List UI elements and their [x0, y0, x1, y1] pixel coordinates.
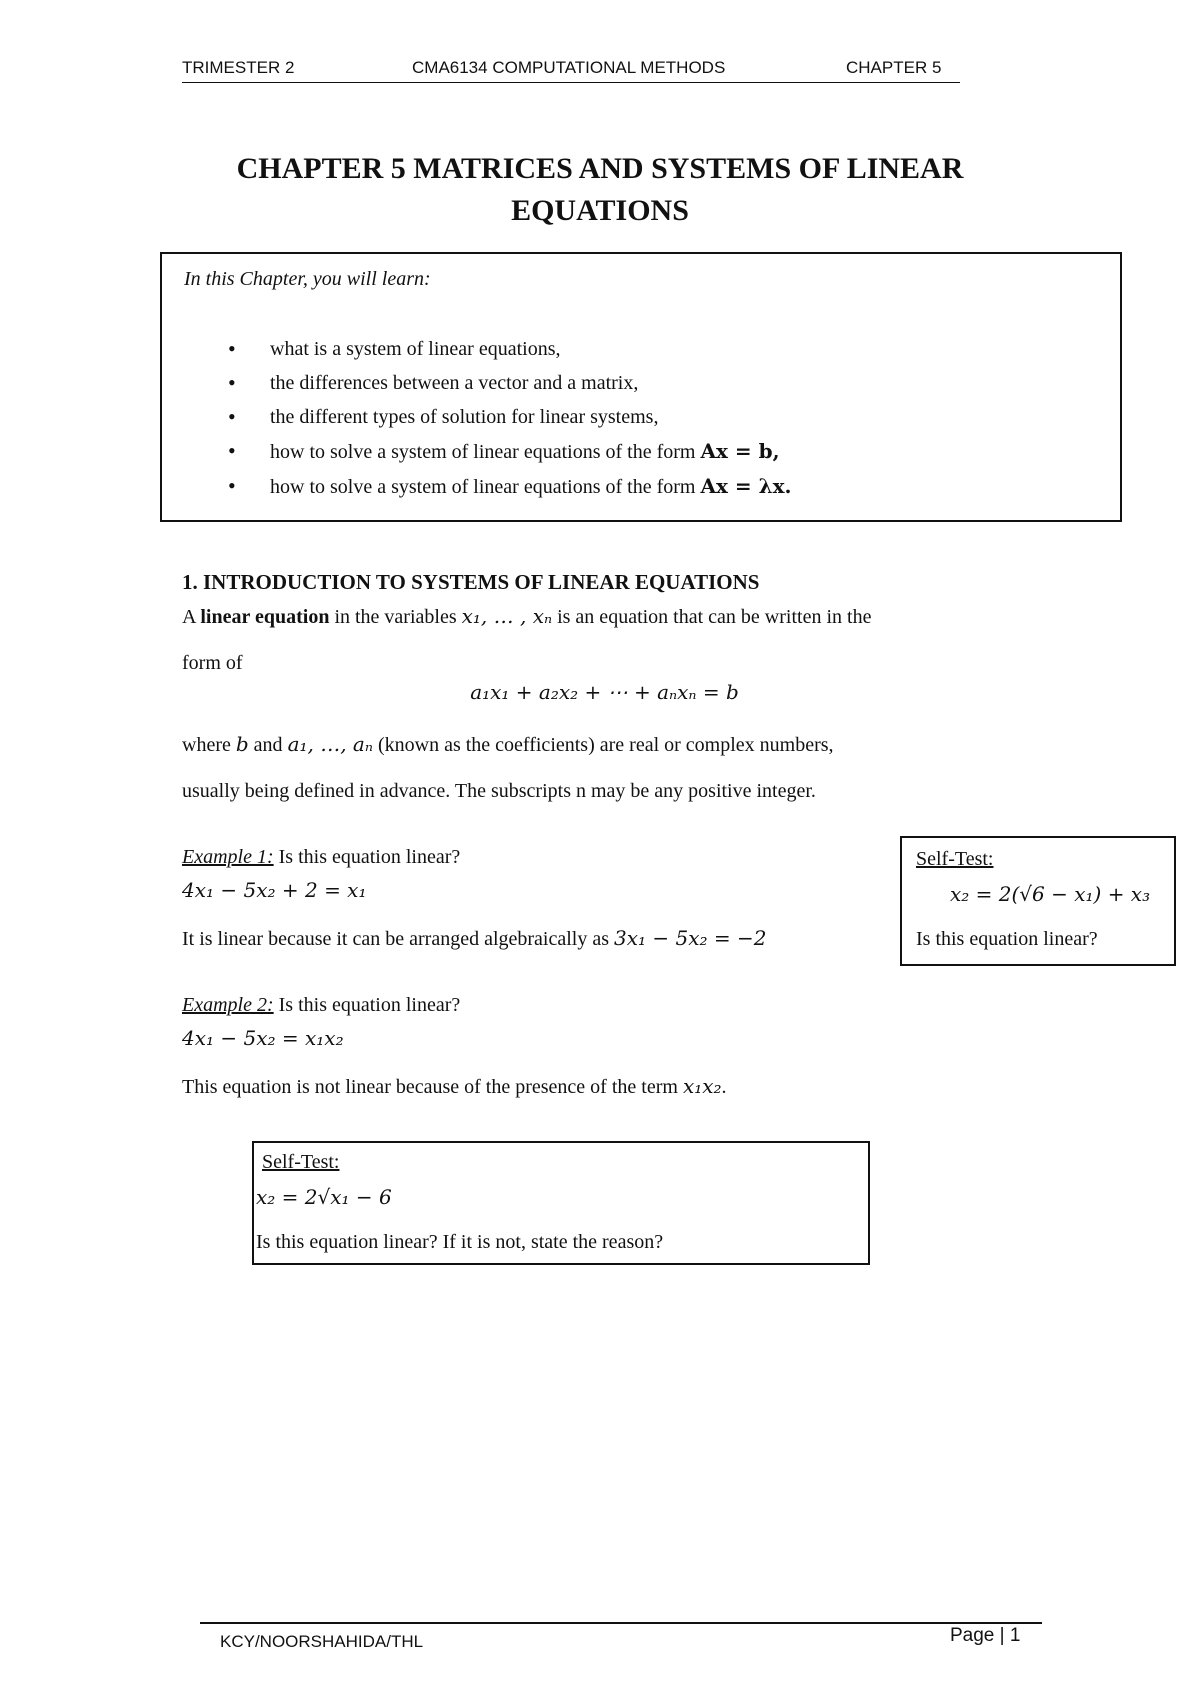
self-test-box-bottom: [252, 1141, 870, 1265]
self-test-label: Self-Test:: [916, 848, 994, 870]
example1-heading: Example 1: Is this equation linear?: [182, 846, 461, 868]
section-heading: 1. INTRODUCTION TO SYSTEMS OF LINEAR EQUATIONS: [182, 570, 760, 594]
chapter-title: [150, 148, 1050, 232]
self-test-question: Is this equation linear?: [916, 928, 1098, 950]
learning-objectives-box: [160, 252, 1122, 522]
header-course: CMA6134 COMPUTATIONAL METHODS: [412, 58, 726, 77]
learning-item: • the different types of solution for linear systems,: [228, 400, 792, 434]
coefficients-math: a₁, …, aₙ: [287, 732, 373, 756]
chapter-title-line1: CHAPTER 5 MATRICES AND SYSTEMS OF LINEAR: [236, 152, 964, 185]
form-ax-b: Ax = b,: [700, 439, 780, 463]
footer-divider: [200, 1622, 1042, 1624]
self-test-equation: x₂ = 2(√6 − x₁) + x₃: [950, 882, 1151, 906]
header-trimester: TRIMESTER 2: [182, 58, 295, 77]
where-line1: where b and a₁, …, aₙ (known as the coefficients) are real or complex numbers,: [182, 732, 834, 756]
learning-intro: In this Chapter, you will learn:: [184, 268, 431, 290]
definition-line2: form of: [182, 652, 243, 674]
self-test-label: Self-Test:: [262, 1151, 340, 1173]
self-test-equation: x₂ = 2√x₁ − 6: [256, 1185, 392, 1209]
example1-label: Example 1:: [182, 846, 274, 868]
learning-item: • how to solve a system of linear equations of the form Ax = b,: [228, 434, 792, 469]
definition-line1: A linear equation in the variables x₁, … , xₙ is an equation that can be written in the: [182, 604, 872, 628]
term-linear-equation: linear equation: [200, 606, 330, 628]
learning-list: [228, 332, 792, 504]
example2-label: Example 2:: [182, 994, 274, 1016]
example1-explanation: It is linear because it can be arranged algebraically as 3x₁ − 5x₂ = −2: [182, 926, 767, 950]
header-chapter: CHAPTER 5: [846, 58, 942, 77]
footer-authors: KCY/NOORSHAHIDA/THL: [220, 1632, 424, 1651]
learning-item: • how to solve a system of linear equations of the form Ax = λx.: [228, 469, 792, 504]
learning-item: • the differences between a vector and a matrix,: [228, 366, 792, 400]
example2-heading: Example 2: Is this equation linear?: [182, 994, 461, 1016]
page-header: [182, 58, 960, 83]
example1-equation: 4x₁ − 5x₂ + 2 = x₁: [182, 878, 367, 902]
self-test-box-right: [900, 836, 1176, 966]
self-test-question: Is this equation linear? If it is not, state the reason?: [256, 1231, 664, 1253]
chapter-title-line2: EQUATIONS: [511, 194, 689, 227]
example2-equation: 4x₁ − 5x₂ = x₁x₂: [182, 1026, 344, 1050]
where-line2: usually being defined in advance. The subscripts n may be any positive integer.: [182, 780, 816, 802]
general-linear-equation: a₁x₁ + a₂x₂ + ⋯ + aₙxₙ = b: [470, 680, 739, 704]
page-number: Page | 1: [950, 1625, 1021, 1646]
variables-math: x₁, … , xₙ: [461, 604, 553, 628]
learning-item: • what is a system of linear equations,: [228, 332, 792, 366]
form-ax-lambda-x: Ax = λx.: [700, 474, 792, 498]
example2-explanation: This equation is not linear because of the presence of the term x₁x₂.: [182, 1074, 727, 1098]
example1-arranged: 3x₁ − 5x₂ = −2: [614, 926, 767, 950]
example2-term: x₁x₂: [682, 1074, 722, 1098]
